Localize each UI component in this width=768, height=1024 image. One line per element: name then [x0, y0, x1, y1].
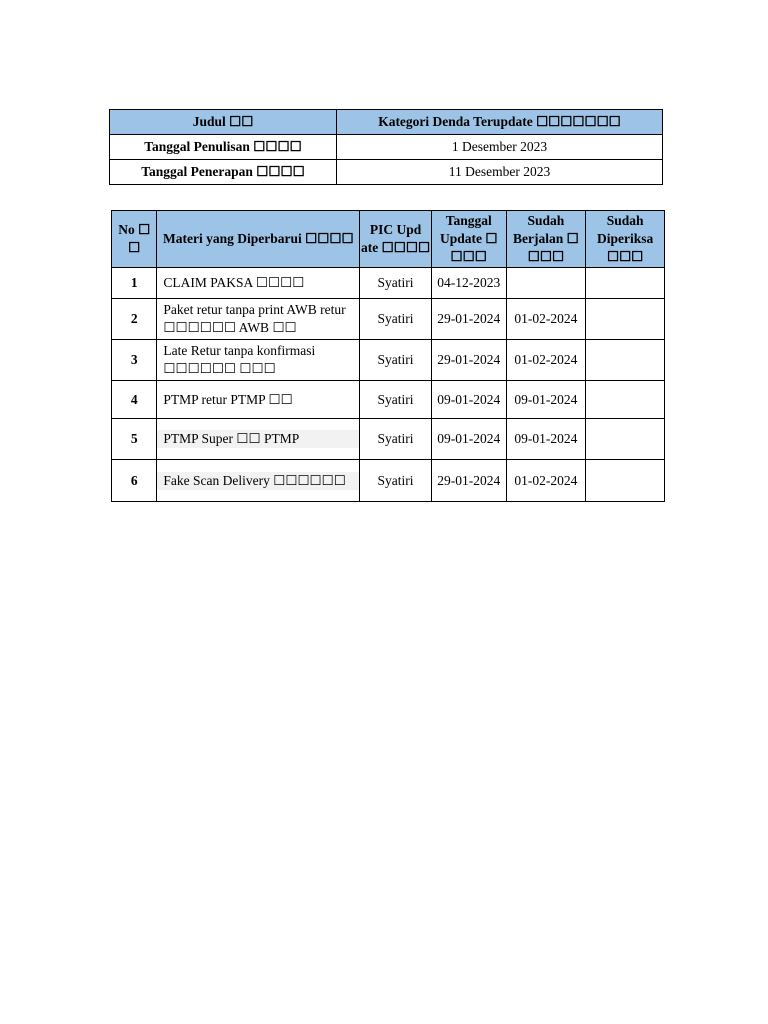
row-sudah-diperiksa [586, 460, 665, 502]
table-row [112, 419, 665, 460]
row-no: 5 [112, 419, 157, 460]
written-date-label: Tanggal Penulisan ☐☐☐☐ [110, 135, 337, 160]
header-sudah-diperiksa: Sudah Diperiksa ☐☐☐ [586, 211, 665, 268]
row-tanggal-update: 29-01-2024 [431, 299, 506, 340]
row-materi [157, 460, 360, 502]
row-tanggal-update: 29-01-2024 [431, 340, 506, 381]
row-tanggal-update: 04-12-2023 [431, 268, 506, 299]
row-materi [157, 268, 360, 299]
row-sudah-diperiksa [586, 340, 665, 381]
update-list-table [111, 210, 665, 502]
row-pic: Syatiri [360, 419, 432, 460]
row-sudah-berjalan: 01-02-2024 [506, 460, 586, 502]
header-materi: Materi yang Diperbarui ☐☐☐☐ [157, 211, 360, 268]
row-materi-text: Fake Scan Delivery ☐☐☐☐☐☐ [157, 472, 359, 490]
document-meta-table [109, 109, 663, 185]
row-sudah-diperiksa [586, 381, 665, 419]
row-sudah-berjalan: 09-01-2024 [506, 381, 586, 419]
written-date-value: 1 Desember 2023 [337, 135, 663, 160]
header-no: No ☐ ☐ [112, 211, 157, 268]
title-label: Judul ☐☐ [110, 110, 337, 135]
table-row [112, 299, 665, 340]
meta-row-written [110, 135, 663, 160]
meta-row-applied [110, 160, 663, 185]
row-materi-text: PTMP Super ☐☐ PTMP [157, 430, 359, 448]
row-no: 3 [112, 340, 157, 381]
row-pic: Syatiri [360, 268, 432, 299]
applied-date-label: Tanggal Penerapan ☐☐☐☐ [110, 160, 337, 185]
row-no: 6 [112, 460, 157, 502]
row-materi-text: PTMP retur PTMP ☐☐ [163, 391, 293, 407]
row-no: 1 [112, 268, 157, 299]
table-row [112, 460, 665, 502]
title-value: Kategori Denda Terupdate ☐☐☐☐☐☐☐ [337, 110, 663, 135]
row-materi [157, 340, 360, 381]
header-tanggal-update: Tanggal Update ☐ ☐☐☐ [431, 211, 506, 268]
row-no: 4 [112, 381, 157, 419]
row-sudah-berjalan: 01-02-2024 [506, 340, 586, 381]
table-row [112, 268, 665, 299]
row-materi-text: Late Retur tanpa konfirmasi ☐☐☐☐☐☐ ☐☐☐ [163, 343, 316, 376]
row-sudah-berjalan [506, 268, 586, 299]
row-pic: Syatiri [360, 299, 432, 340]
row-tanggal-update: 29-01-2024 [431, 460, 506, 502]
row-sudah-diperiksa [586, 299, 665, 340]
row-sudah-diperiksa [586, 268, 665, 299]
header-pic: PIC Upd ate ☐☐☐☐ [360, 211, 432, 268]
row-materi-text: Paket retur tanpa print AWB retur ☐☐☐☐☐☐ AWB ☐☐ [163, 302, 346, 335]
applied-date-value: 11 Desember 2023 [337, 160, 663, 185]
row-materi-text: CLAIM PAKSA ☐☐☐☐ [163, 275, 305, 290]
meta-row-title [110, 110, 663, 135]
row-no: 2 [112, 299, 157, 340]
row-sudah-berjalan: 09-01-2024 [506, 419, 586, 460]
row-pic: Syatiri [360, 381, 432, 419]
row-materi [157, 419, 360, 460]
row-tanggal-update: 09-01-2024 [431, 419, 506, 460]
table-row [112, 340, 665, 381]
table-header-row [112, 211, 665, 268]
header-sudah-berjalan: Sudah Berjalan ☐ ☐☐☐ [506, 211, 586, 268]
table-row [112, 381, 665, 419]
row-sudah-diperiksa [586, 419, 665, 460]
row-materi [157, 381, 360, 419]
row-pic: Syatiri [360, 340, 432, 381]
row-tanggal-update: 09-01-2024 [431, 381, 506, 419]
row-materi [157, 299, 360, 340]
row-sudah-berjalan: 01-02-2024 [506, 299, 586, 340]
row-pic: Syatiri [360, 460, 432, 502]
